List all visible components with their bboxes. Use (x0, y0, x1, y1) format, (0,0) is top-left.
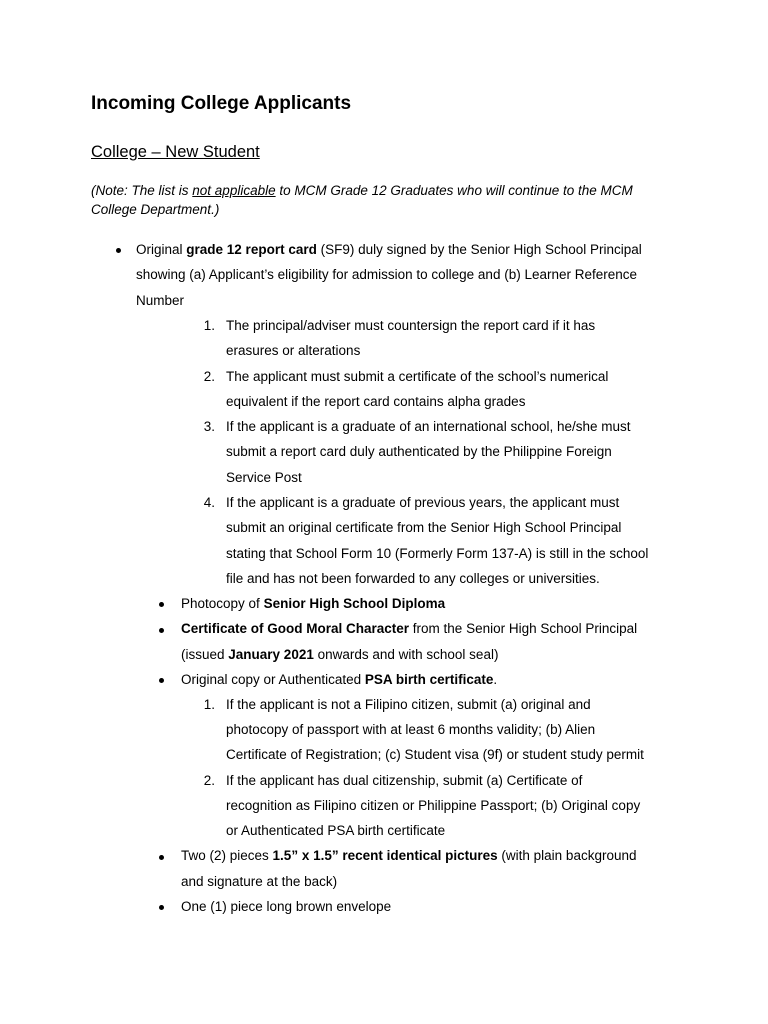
req5-line1: Two (2) pieces 1.5” x 1.5” recent identical pictures (with plain background (181, 848, 637, 863)
req2-line1: Photocopy of Senior High School Diploma (181, 596, 446, 611)
list-number: 2. (203, 773, 215, 788)
req1-sub4-line2: submit an original certificate from the Senior High School Principal (226, 520, 622, 535)
bullet (159, 628, 164, 633)
req2-bold: Senior High School Diploma (263, 596, 446, 611)
bullet (159, 678, 164, 683)
req5-line2: and signature at the back) (181, 874, 338, 889)
req3-date: January 2021 (228, 647, 314, 662)
req4-sub2-line2: recognition as Filipino citizen or Philippine Passport; (b) Original copy (226, 798, 641, 813)
bullet (159, 855, 164, 860)
bullet (116, 248, 121, 253)
list-number: 1. (203, 318, 215, 333)
req6-line1: One (1) piece long brown envelope (181, 899, 392, 914)
req1-line1: Original grade 12 report card (SF9) duly signed by the Senior High School Principal (136, 242, 642, 257)
req4-line1: Original copy or Authenticated PSA birth certificate. (181, 672, 498, 687)
page-title: Incoming College Applicants (91, 93, 352, 114)
req1-line2: showing (a) Applicant’s eligibility for admission to college and (b) Learner Reference (136, 267, 638, 282)
req1-line3: Number (136, 293, 185, 308)
req1-sub1-line2: erasures or alterations (226, 343, 361, 358)
note-suffix: to MCM Grade 12 Graduates who will continue to the MCM (275, 183, 633, 198)
req1-sub4-line1: If the applicant is a graduate of previous years, the applicant must (226, 495, 620, 510)
note-underlined: not applicable (192, 183, 276, 198)
section-subtitle: College – New Student (91, 143, 260, 161)
note-prefix: (Note: The list is (91, 183, 193, 198)
req1-sub2-line2: equivalent if the report card contains alpha grades (226, 394, 526, 409)
req4-sub1-line1: If the applicant is not a Filipino citizen, submit (a) original and (226, 697, 591, 712)
list-number: 4. (203, 495, 215, 510)
req4-sub1-line2: photocopy of passport with at least 6 months validity; (b) Alien (226, 722, 596, 737)
req1-sub4-line3: stating that School Form 10 (Formerly Form 137-A) is still in the school (226, 546, 649, 561)
req3-bold: Certificate of Good Moral Character (181, 621, 410, 636)
note (91, 181, 691, 219)
req1-sub3-line1: If the applicant is a graduate of an international school, he/she must (226, 419, 631, 434)
bullet (159, 602, 164, 607)
req4-bold: PSA birth certificate (364, 672, 494, 687)
req3-line2: (issued January 2021 onwards and with school seal) (181, 647, 499, 662)
note-line2: College Department.) (91, 202, 220, 217)
req1-sub3-line3: Service Post (226, 470, 302, 485)
req3-line1: Certificate of Good Moral Character from the Senior High School Principal (181, 621, 638, 636)
bullet (159, 905, 164, 910)
list-number: 1. (203, 697, 215, 712)
req4-sub2-line1: If the applicant has dual citizenship, submit (a) Certificate of (226, 773, 583, 788)
list-number: 3. (203, 419, 215, 434)
req5-bold: 1.5” x 1.5” recent identical pictures (272, 848, 498, 863)
req1-sub3-line2: submit a report card duly authenticated by the Philippine Foreign (226, 444, 612, 459)
req1-sub2-line1: The applicant must submit a certificate of the school’s numerical (226, 369, 609, 384)
req1-sub1-line1: The principal/adviser must countersign the report card if it has (226, 318, 596, 333)
req1-bold: grade 12 report card (186, 242, 317, 257)
req1-sub4-line4: file and has not been forwarded to any colleges or universities. (226, 571, 600, 586)
req4-sub2-line3: or Authenticated PSA birth certificate (226, 823, 446, 838)
req4-sub1-line3: Certificate of Registration; (c) Student visa (9f) or student study permit (226, 747, 644, 762)
list-number: 2. (203, 369, 215, 384)
